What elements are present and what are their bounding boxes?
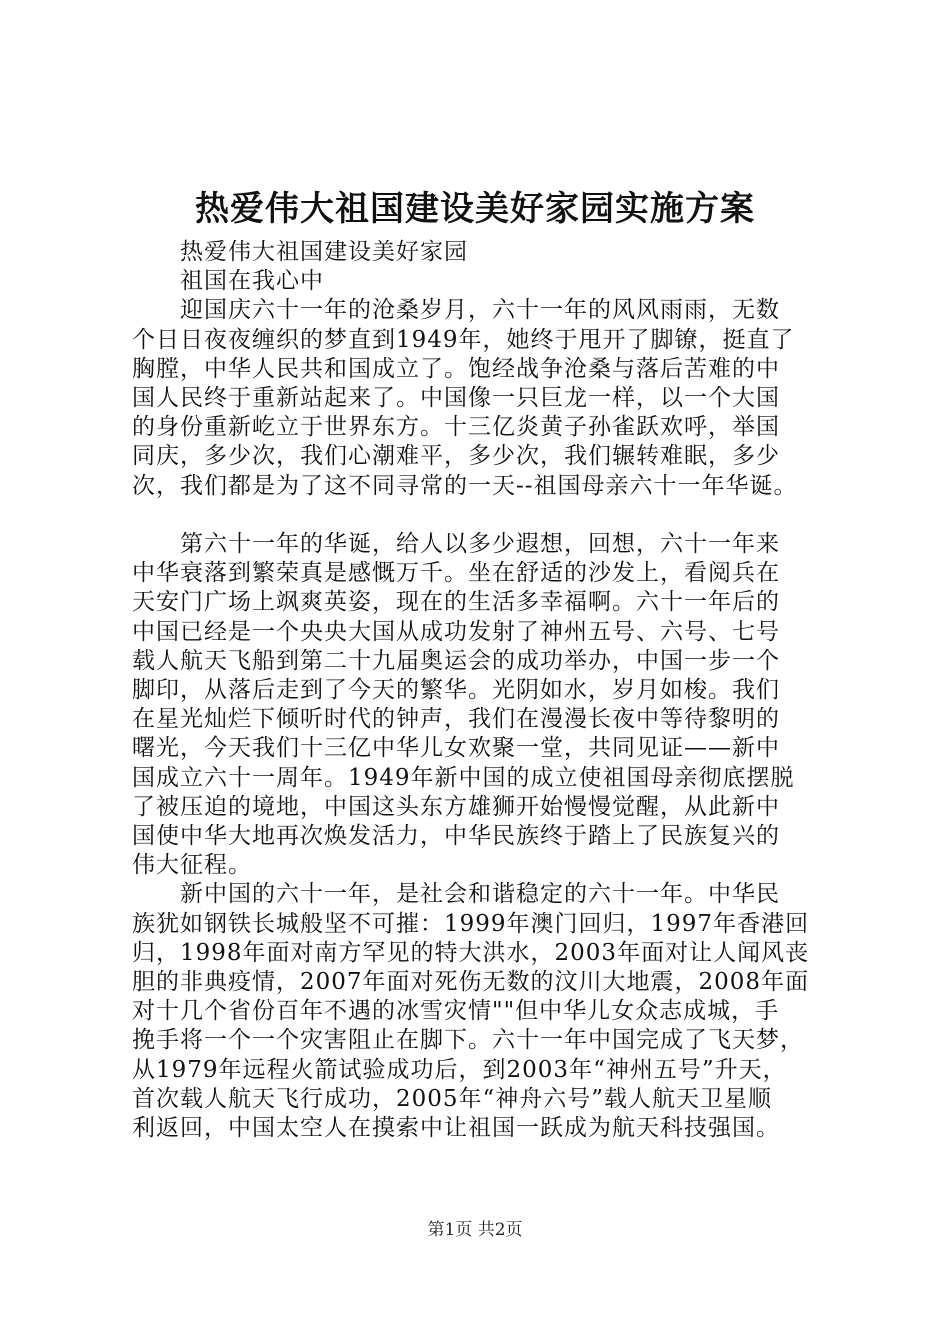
body-line: 对十几个省份百年不遇的冰雪灾情""但中华儿女众志成城，手	[132, 998, 780, 1025]
body-line: 胆的非典疫情，2007年面对死伤无数的汶川大地震，2008年面	[132, 969, 810, 996]
body-line: 脚印，从落后走到了今天的繁华。光阴如水，岁月如梭。我们	[132, 677, 780, 704]
body-line: 曙光，今天我们十三亿中华儿女欢聚一堂，共同见证——新中	[132, 735, 780, 762]
body-line: 挽手将一个一个灾害阻止在脚下。六十一年中国完成了飞天梦，	[132, 1027, 804, 1054]
body-line: 第六十一年的华诞，给人以多少遐想，回想，六十一年来	[180, 531, 780, 558]
body-line: 新中国的六十一年，是社会和谐稳定的六十一年。中华民	[180, 881, 780, 908]
body-line: 国人民终于重新站起来了。中国像一只巨龙一样，以一个大国	[132, 385, 780, 412]
body-line: 同庆，多少次，我们心潮难平，多少次，我们辗转难眠，多少	[132, 443, 780, 470]
body-line: 了被压迫的境地，中国这头东方雄狮开始慢慢觉醒，从此新中	[132, 793, 780, 820]
document-title: 热爱伟大祖国建设美好家园实施方案	[195, 189, 755, 229]
body-line: 次，我们都是为了这不同寻常的一天--祖国母亲六十一年华诞。	[132, 472, 798, 499]
body-line: 的身份重新屹立于世界东方。十三亿炎黄子孙雀跃欢呼，举国	[132, 414, 780, 441]
body-line: 伟大征程。	[132, 852, 252, 879]
body-line: 中华衰落到繁荣真是感慨万千。坐在舒适的沙发上，看阅兵在	[132, 560, 780, 587]
body-line: 从1979年远程火箭试验成功后，到2003年“神州五号”升天，	[132, 1056, 787, 1083]
body-line: 迎国庆六十一年的沧桑岁月，六十一年的风风雨雨，无数	[180, 297, 780, 324]
body-line: 胸膛，中华人民共和国成立了。饱经战争沧桑与落后苦难的中	[132, 355, 780, 382]
body-line: 国成立六十一周年。1949年新中国的成立使祖国母亲彻底摆脱	[132, 764, 795, 791]
body-line: 国使中华大地再次焕发活力，中华民族终于踏上了民族复兴的	[132, 823, 780, 850]
body-line: 热爱伟大祖国建设美好家园	[180, 239, 468, 265]
body-line: 祖国在我心中	[180, 268, 324, 295]
body-line: 中国已经是一个央央大国从成功发射了神州五号、六号、七号	[132, 618, 780, 645]
body-line: 利返回，中国太空人在摸索中让祖国一跃成为航天科技强国。	[132, 1115, 780, 1142]
body-line: 载人航天飞船到第二十九届奥运会的成功举办，中国一步一个	[132, 647, 780, 674]
body-line: 归，1998年面对南方罕见的特大洪水，2003年面对让人闻风丧	[132, 939, 810, 966]
blank-line	[132, 501, 850, 530]
body-line: 在星光灿烂下倾听时代的钟声，我们在漫漫长夜中等待黎明的	[132, 706, 780, 733]
page-footer: 第1页 共2页	[427, 1220, 523, 1240]
document-body	[132, 238, 850, 1143]
body-line: 天安门广场上飒爽英姿，现在的生活多幸福啊。六十一年后的	[132, 589, 780, 616]
body-line: 个日日夜夜缠织的梦直到1949年，她终于甩开了脚镣，挺直了	[132, 326, 795, 353]
body-line: 族犹如钢铁长城般坚不可摧：1999年澳门回归，1997年香港回	[132, 910, 810, 937]
body-line: 首次载人航天飞行成功，2005年“神舟六号”载人航天卫星顺	[132, 1085, 773, 1112]
